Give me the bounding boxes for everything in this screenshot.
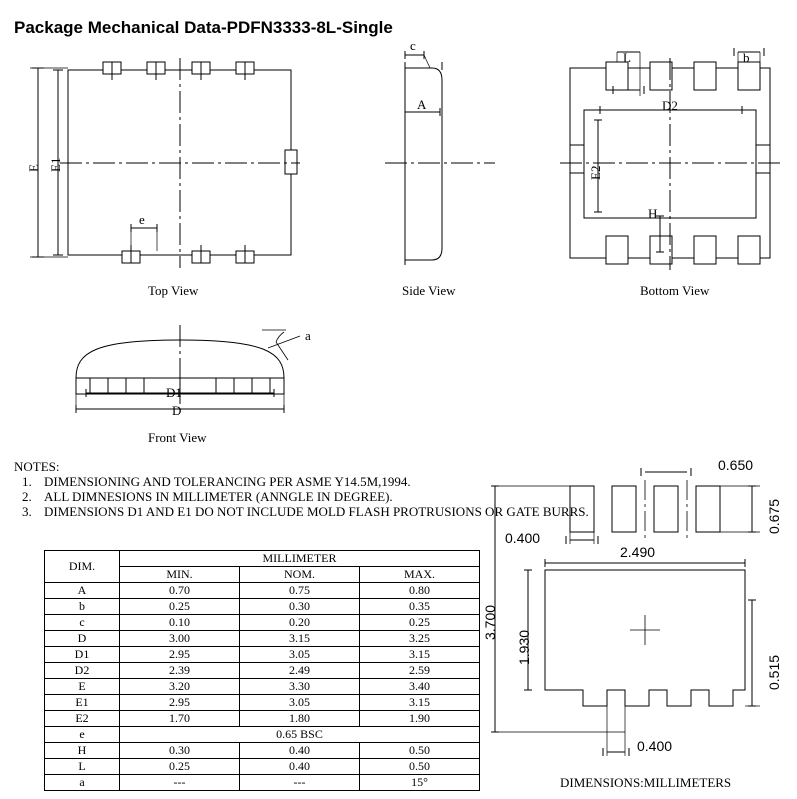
cell-max: 3.40: [360, 679, 480, 695]
cell-min: 2.95: [120, 695, 240, 711]
label-a-angle: a: [305, 328, 311, 343]
cell-min: 0.25: [120, 599, 240, 615]
cell-max: 0.25: [360, 615, 480, 631]
cell-nom: 3.05: [240, 647, 360, 663]
note-text: DIMENSIONING AND TOLERANCING PER ASME Y14.5M,1994.: [44, 474, 411, 489]
header-unit: MILLIMETER: [120, 551, 480, 567]
cell-max: 0.35: [360, 599, 480, 615]
cell-nom: 0.40: [240, 743, 360, 759]
cell-nom: 3.30: [240, 679, 360, 695]
label-e: e: [139, 212, 145, 227]
cell-min: 0.10: [120, 615, 240, 631]
label-H: H: [648, 206, 658, 221]
cell-nom: 1.80: [240, 711, 360, 727]
table-header-row: [45, 551, 480, 567]
cell-nom: ---: [240, 775, 360, 791]
cell-min: 2.95: [120, 647, 240, 663]
label-b: b: [743, 50, 750, 65]
cell-max: 15°: [360, 775, 480, 791]
cell-nom: 0.75: [240, 583, 360, 599]
landpattern-dim-width: 2.490: [620, 544, 656, 560]
note-text: DIMENSIONS D1 AND E1 DO NOT INCLUDE MOLD FLASH PROTRUSIONS OR GATE BURRS.: [44, 504, 589, 519]
view-name-top: Top View: [148, 283, 199, 298]
cell-max: 0.50: [360, 743, 480, 759]
note-number: 2.: [22, 489, 32, 504]
header-nom: NOM.: [240, 567, 360, 583]
cell-max: 3.25: [360, 631, 480, 647]
note-item: [14, 474, 589, 489]
landpattern-footer: DIMENSIONS:MILLIMETERS: [560, 775, 732, 790]
cell-nom: 3.15: [240, 631, 360, 647]
label-D: D: [172, 403, 182, 418]
table-row: [45, 679, 480, 695]
table-row: [45, 663, 480, 679]
note-number: 3.: [22, 504, 32, 519]
cell-min: 0.25: [120, 759, 240, 775]
cell-min: 3.00: [120, 631, 240, 647]
cell-nom: 3.05: [240, 695, 360, 711]
note-item: [14, 489, 589, 504]
cell-min: 2.39: [120, 663, 240, 679]
landpattern-dim-height: 3.700: [482, 604, 498, 640]
label-E-vertical: E: [26, 164, 41, 172]
cell-min: ---: [120, 775, 240, 791]
notes-block: [14, 459, 589, 519]
note-text: ALL DIMNESIONS IN MILLIMETER (ANNGLE IN DEGREE).: [44, 489, 393, 504]
notes-list: [14, 474, 589, 519]
cell-dim: E1: [45, 695, 120, 711]
cell-min: 0.30: [120, 743, 240, 759]
table-row: [45, 615, 480, 631]
cell-dim: H: [45, 743, 120, 759]
cell-nom: 0.20: [240, 615, 360, 631]
note-number: 1.: [22, 474, 32, 489]
table-row: [45, 647, 480, 663]
label-c: c: [410, 38, 416, 53]
table-row: [45, 759, 480, 775]
label-D1: D1: [166, 385, 182, 400]
cell-dim: D: [45, 631, 120, 647]
cell-dim: a: [45, 775, 120, 791]
cell-nom: 0.30: [240, 599, 360, 615]
table-row: [45, 727, 480, 743]
label-L: L: [623, 50, 631, 65]
cell-max: 2.59: [360, 663, 480, 679]
dimension-table: [44, 550, 480, 791]
cell-dim: D1: [45, 647, 120, 663]
header-dim: DIM.: [45, 551, 120, 583]
cell-dim: D2: [45, 663, 120, 679]
view-name-side: Side View: [402, 283, 456, 298]
cell-max: 3.15: [360, 647, 480, 663]
table-row: [45, 599, 480, 615]
cell-dim: b: [45, 599, 120, 615]
landpattern-dim-inner-height: 1.930: [516, 629, 532, 665]
landpattern-dim-bottom-pad: 0.400: [637, 738, 673, 754]
cell-dim: E2: [45, 711, 120, 727]
label-E2-vertical: E2: [588, 165, 603, 180]
table-row: [45, 695, 480, 711]
landpattern-dim-edge-v: 0.515: [766, 654, 782, 690]
landpattern-dim-pad-width: 0.400: [505, 530, 541, 546]
cell-dim: e: [45, 727, 120, 743]
cell-nom: 2.49: [240, 663, 360, 679]
cell-max: 1.90: [360, 711, 480, 727]
cell-dim: E: [45, 679, 120, 695]
header-max: MAX.: [360, 567, 480, 583]
cell-min: 1.70: [120, 711, 240, 727]
landpattern-dim-pad-height-v: 0.675: [766, 498, 782, 534]
table-row: [45, 583, 480, 599]
cell-span: 0.65 BSC: [120, 727, 480, 743]
label-D2: D2: [662, 98, 678, 113]
cell-dim: A: [45, 583, 120, 599]
cell-nom: 0.40: [240, 759, 360, 775]
table-row: [45, 711, 480, 727]
cell-dim: L: [45, 759, 120, 775]
cell-dim: c: [45, 615, 120, 631]
cell-max: 0.80: [360, 583, 480, 599]
table-row: [45, 743, 480, 759]
notes-header: NOTES:: [14, 459, 60, 474]
landpattern-dim-pitch: 0.650: [718, 457, 754, 473]
cell-max: 3.15: [360, 695, 480, 711]
cell-min: 3.20: [120, 679, 240, 695]
table-row: [45, 775, 480, 791]
view-name-front: Front View: [148, 430, 207, 445]
note-item: [14, 504, 589, 519]
view-name-bottom: Bottom View: [640, 283, 710, 298]
cell-max: 0.50: [360, 759, 480, 775]
header-min: MIN.: [120, 567, 240, 583]
table-row: [45, 631, 480, 647]
label-A: A: [417, 97, 427, 112]
cell-min: 0.70: [120, 583, 240, 599]
page-title: Package Mechanical Data-PDFN3333-8L-Single: [14, 18, 393, 37]
label-E1-vertical: E1: [48, 157, 63, 172]
